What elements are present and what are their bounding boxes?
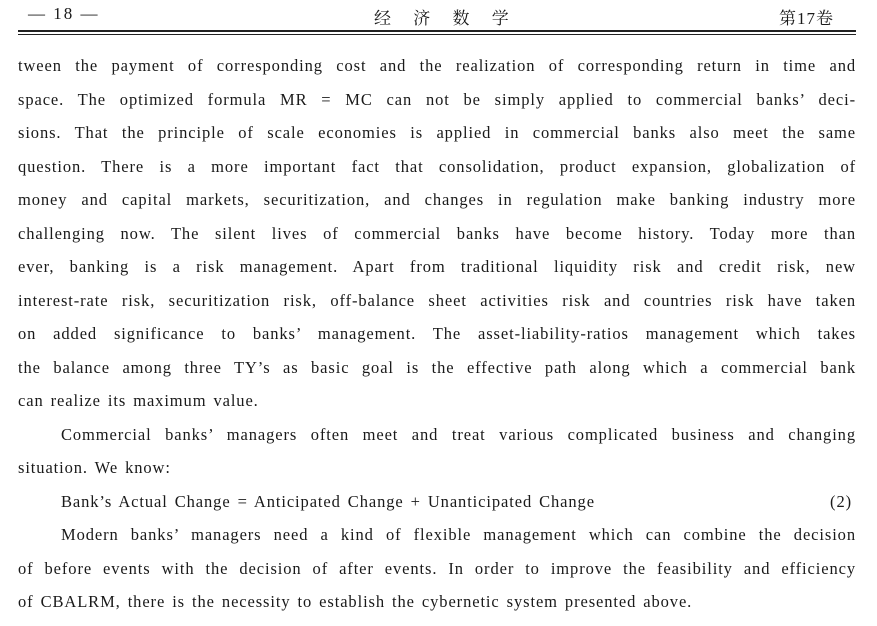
text-line: sions. That the principle of scale economies is applied in commercial banks also meet the same [18,123,856,142]
journal-title: 经 济 数 学 [374,9,518,28]
page-number: — 18 — [28,4,100,23]
text-line: can realize its maximum value. [18,391,259,410]
equation-number: (2) [830,491,852,511]
text-line: of CBALRM, there is the necessity to establish the cybernetic system presented above. [18,592,693,611]
text-line: money and capital markets, securitization, and changes in regulation make banking industry more [18,190,856,209]
equation [18,492,856,526]
text-line: of before events with the decision of after events. In order to improve the feasibility and efficiency [18,558,856,578]
text-line: tween the payment of corresponding cost and the realization of corresponding return in time and [18,56,856,75]
text-line: interest-rate risk, securitization risk, off-balance sheet activities risk and countries risk have taken [18,290,856,310]
text-line: ever, banking is a risk management. Apart from traditional liquidity risk and credit risk, new [18,257,856,276]
text-line: space. The optimized formula MR = MC can not be simply applied to commercial banks’ deci- [18,89,856,109]
header-rule-thick [18,30,856,32]
equation-text: Bank’s Actual Change = Anticipated Change + Unanticipated Change [61,491,595,511]
text-line: on added significance to banks’ management. The asset-liability-ratios management which takes [18,324,856,343]
text-line: the balance among three TY’s as basic goal is the effective path along which a commercial bank [18,357,856,377]
volume-label: 第17卷 [779,9,834,28]
running-header [18,2,856,28]
text-line: challenging now. The silent lives of commercial banks have become history. Today more than [18,223,856,243]
text-line: Commercial banks’ managers often meet and treat various complicated business and changing [61,424,856,444]
text-line: situation. We know: [18,458,171,477]
text-line: question. There is a more important fact that consolidation, product expansion, globalization of [18,156,856,176]
header-rule-thin [18,34,856,35]
text-line: Modern banks’ managers need a kind of flexible management which can combine the decision [61,525,856,544]
body-text [18,56,856,626]
